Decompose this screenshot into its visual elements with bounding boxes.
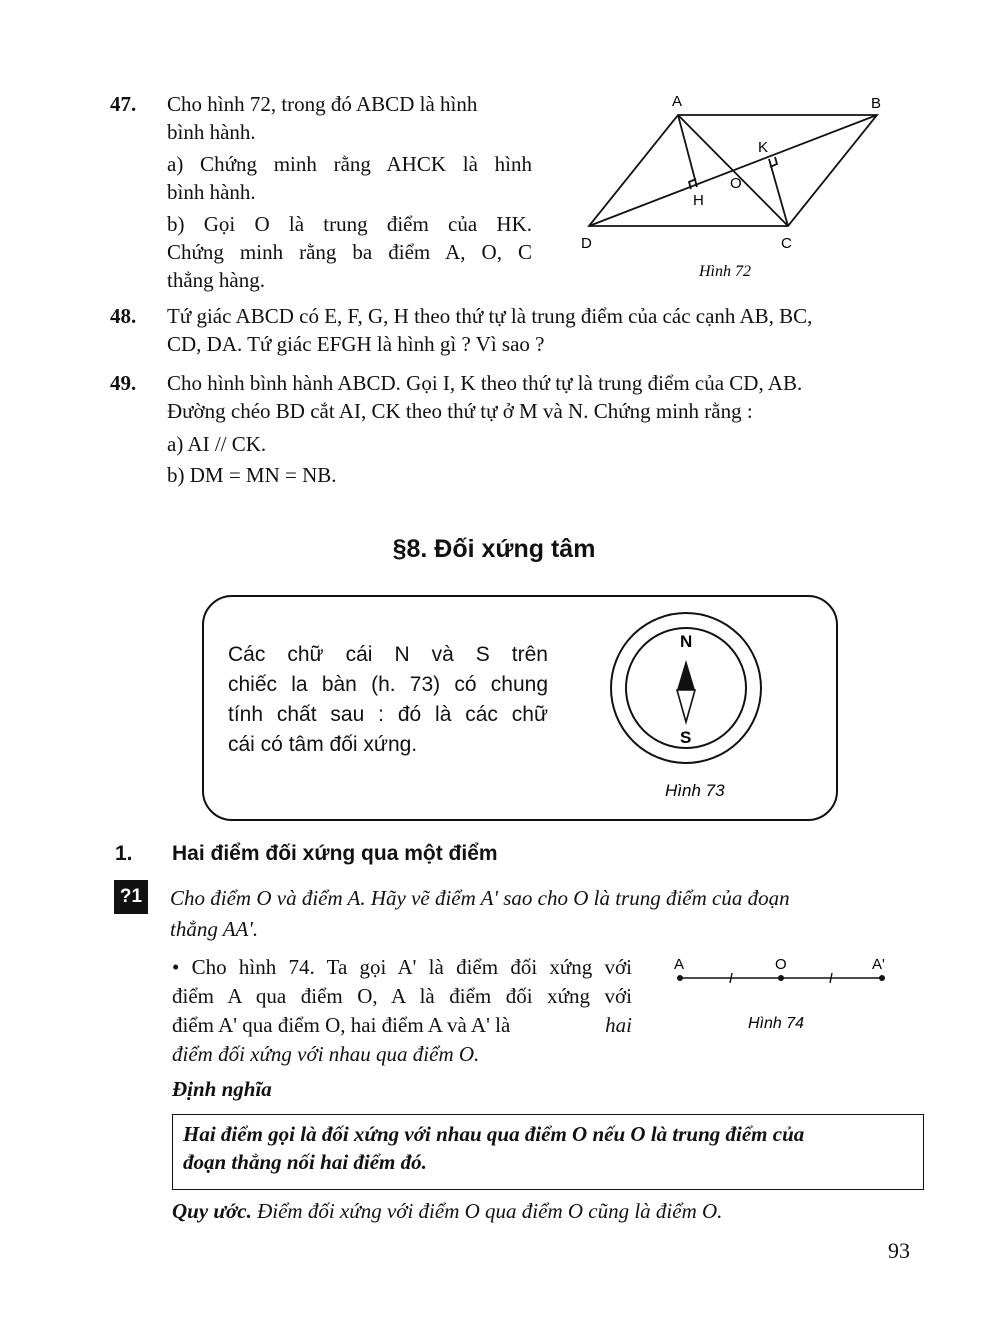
exercise-49-text: [167, 369, 917, 489]
convention-label: Quy ước.: [172, 1199, 252, 1223]
question-line2: thẳng AA'.: [170, 917, 259, 941]
definition-line1: Hai điểm gọi là đối xứng với nhau qua điểm O nếu O là trung điểm của: [183, 1122, 805, 1146]
compass-needle-north-icon: [677, 660, 695, 690]
exercise-49-number: 49.: [110, 371, 137, 395]
body-line4: điểm đối xứng với nhau qua điểm O.: [172, 1042, 480, 1066]
question-line1: Cho điểm O và điểm A. Hãy vẽ điểm A' sao cho O là trung điểm của đoạn: [170, 886, 790, 910]
intro-line3: tính chất sau : đó là các chữ: [228, 703, 548, 726]
fig74-label-a-prime: A': [872, 956, 885, 973]
fig74-label-a: A: [674, 956, 685, 973]
convention: [172, 1197, 912, 1225]
exercise-48-text: [167, 302, 917, 358]
ex48-line2: CD, DA. Tứ giác EFGH là hình gì ? Vì sao ?: [167, 332, 545, 356]
body-line2: điểm A qua điểm O, A là điểm đối xứng với: [172, 984, 632, 1008]
label-k: K: [758, 139, 769, 156]
ex47-b-line1: b) Gọi O là trung điểm của HK.: [167, 212, 532, 236]
question-badge: ?1: [114, 880, 148, 914]
body-line3-text: điểm A' qua điểm O, hai điểm A và A' là: [172, 1013, 511, 1037]
point-o: [778, 975, 784, 981]
definition-box: [172, 1114, 924, 1190]
exercise-47-text: [167, 90, 532, 294]
ex47-b-line3: thẳng hàng.: [167, 268, 265, 292]
intro-box-text: [228, 640, 548, 760]
intro-line4: cái có tâm đối xứng.: [228, 733, 418, 756]
figure-73-caption: Hình 73: [665, 781, 725, 800]
ex47-intro-line1: Cho hình 72, trong đó ABCD là hình: [167, 92, 478, 116]
section-title: §8. Đối xứng tâm: [392, 535, 596, 563]
ex47-a-line2: bình hành.: [167, 180, 256, 204]
intro-line1: Các chữ cái N và S trên: [228, 643, 548, 666]
tick-right: [830, 973, 832, 983]
ex48-line1: Tứ giác ABCD có E, F, G, H theo thứ tự là trung điểm của các cạnh AB, BC,: [167, 304, 813, 328]
figure-74: [660, 950, 900, 1040]
fig74-label-o: O: [775, 956, 787, 973]
diagonal-bd: [589, 115, 877, 226]
label-d: D: [581, 235, 592, 252]
compass-s-label: S: [680, 728, 692, 747]
intro-line2: chiếc la bàn (h. 73) có chung: [228, 673, 548, 696]
definition-line2: đoạn thẳng nối hai điểm đó.: [183, 1150, 427, 1174]
point-a: [677, 975, 683, 981]
figure-74-caption: Hình 74: [748, 1015, 805, 1032]
figure-72-caption: Hình 72: [699, 263, 751, 280]
label-c: C: [781, 235, 792, 252]
point-a-prime: [879, 975, 885, 981]
part1-body: [172, 953, 632, 1069]
exercise-48-number: 48.: [110, 304, 137, 328]
exercise-47-number: 47.: [110, 92, 137, 116]
label-h: H: [693, 192, 704, 209]
ex47-intro-line2: bình hành.: [167, 120, 256, 144]
convention-text: Điểm đối xứng với điểm O qua điểm O cũng là điểm O.: [257, 1199, 723, 1223]
compass-n-label: N: [680, 632, 693, 651]
ex49-line2: Đường chéo BD cắt AI, CK theo thứ tự ở M và N. Chứng minh rằng :: [167, 399, 753, 423]
body-line1: • Cho hình 74. Ta gọi A' là điểm đối xứng với: [172, 955, 632, 979]
body-line3: [172, 1011, 632, 1040]
compass-figure: [605, 610, 775, 810]
label-a: A: [672, 93, 683, 110]
ex49-line1: Cho hình bình hành ABCD. Gọi I, K theo thứ tự là trung điểm của CD, AB.: [167, 371, 803, 395]
question-text: [170, 884, 920, 943]
ex49-a: a) AI // CK.: [167, 432, 267, 456]
page-number: 93: [888, 1238, 910, 1263]
tick-left: [730, 973, 732, 983]
compass-needle-south-icon: [677, 690, 695, 722]
body-line3-italic: hai: [605, 1013, 632, 1037]
label-o: O: [730, 175, 742, 192]
figure-72: [575, 88, 895, 288]
ex47-b-line2: Chứng minh rằng ba điểm A, O, C: [167, 240, 532, 264]
part1-heading: Hai điểm đối xứng qua một điểm: [172, 842, 498, 865]
part1-number: 1.: [115, 842, 133, 865]
ex49-b: b) DM = MN = NB.: [167, 463, 337, 487]
ex47-a-line1: a) Chứng minh rằng AHCK là hình: [167, 152, 532, 176]
definition-title: Định nghĩa: [172, 1077, 272, 1101]
label-b: B: [871, 95, 882, 112]
